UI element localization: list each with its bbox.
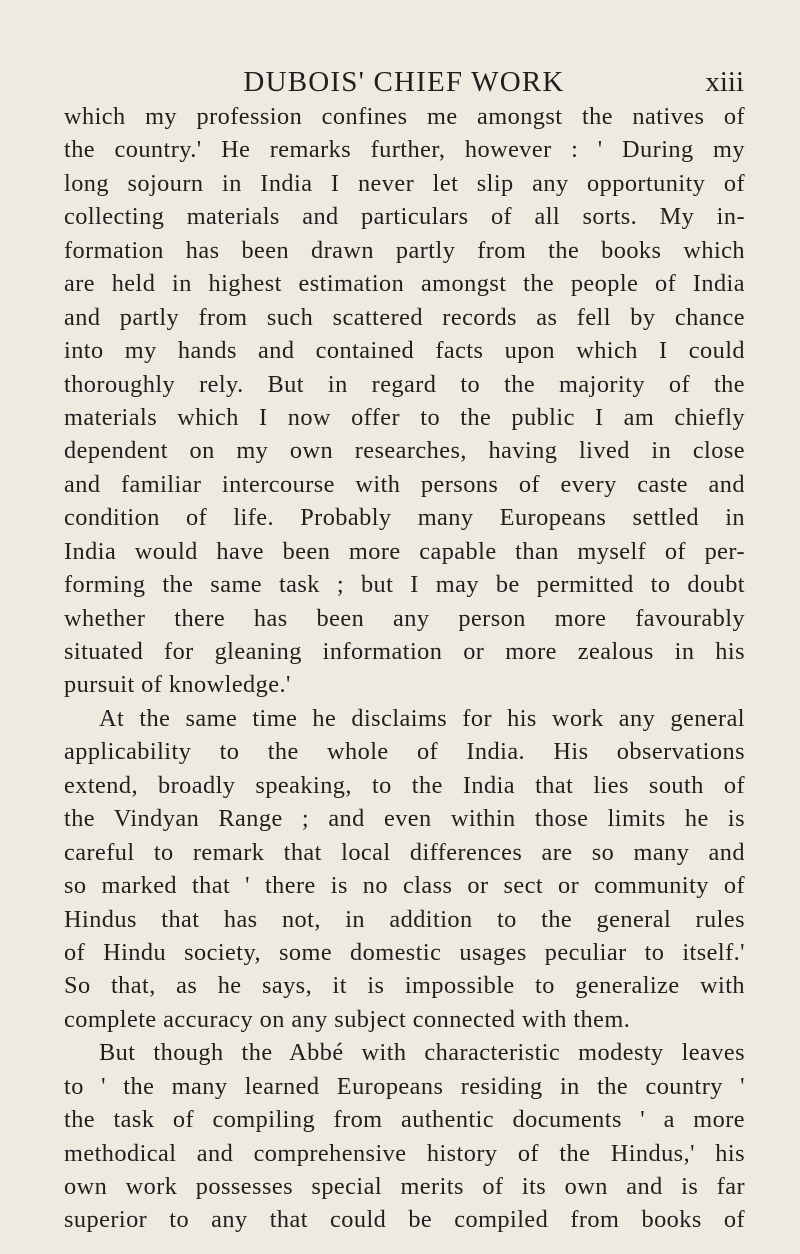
- text-line: India would have been more capable than myself of per-: [64, 537, 745, 565]
- page-number: xiii: [705, 66, 744, 98]
- text-line: own work possesses special merits of its own and is far: [64, 1173, 745, 1200]
- text-line: to ' the many learned Europeans residing in the country ': [64, 1072, 745, 1100]
- text-line: careful to remark that local differences are so many and: [64, 838, 745, 866]
- paragraph-end-line: pursuit of knowledge.': [64, 671, 291, 699]
- text-line: so marked that ' there is no class or sect or community of: [64, 872, 745, 900]
- running-title: DUBOIS' CHIEF WORK: [243, 66, 565, 98]
- body-text: [64, 100, 745, 1237]
- running-head: [64, 62, 744, 102]
- text-line: are held in highest estimation amongst the people of India: [64, 270, 745, 298]
- text-line: long sojourn in India I never let slip any opportunity of: [64, 169, 745, 197]
- text-line: superior to any that could be compiled from books of: [64, 1206, 745, 1234]
- text-line: applicability to the whole of India. His observations: [64, 738, 745, 766]
- paragraph-start-line: At the same time he disclaims for his work any general: [99, 704, 745, 732]
- paragraph-start-line: But though the Abbé with characteristic modesty leaves: [99, 1039, 745, 1067]
- text-line: of Hindu society, some domestic usages peculiar to itself.': [64, 938, 745, 966]
- text-line: collecting materials and particulars of all sorts. My in-: [64, 203, 745, 231]
- text-line: formation has been drawn partly from the books which: [64, 236, 745, 264]
- text-line: thoroughly rely. But in regard to the majority of the: [64, 370, 745, 398]
- text-line: condition of life. Probably many Europeans settled in: [64, 504, 745, 532]
- text-line: extend, broadly speaking, to the India that lies south of: [64, 771, 745, 799]
- text-line: which my profession confines me amongst the natives of: [64, 103, 745, 130]
- text-line: materials which I now offer to the public I am chiefly: [64, 403, 745, 431]
- text-line: and partly from such scattered records as fell by chance: [64, 303, 745, 331]
- text-line: the task of compiling from authentic documents ' a more: [64, 1106, 745, 1134]
- text-line: Hindus that has not, in addition to the general rules: [64, 905, 745, 933]
- text-line: the Vindyan Range ; and even within those limits he is: [64, 805, 745, 833]
- text-line: So that, as he says, it is impossible to generalize with: [64, 972, 745, 1000]
- text-line: dependent on my own researches, having lived in close: [64, 437, 745, 465]
- text-line: the country.' He remarks further, however : ' During my: [64, 136, 745, 164]
- text-line: whether there has been any person more favourably: [64, 604, 745, 632]
- paragraph-end-line: complete accuracy on any subject connected with them.: [64, 1005, 631, 1033]
- text-line: methodical and comprehensive history of the Hindus,' his: [64, 1139, 745, 1167]
- text-line: into my hands and contained facts upon which I could: [64, 337, 745, 365]
- text-line: and familiar intercourse with persons of every caste and: [64, 470, 745, 498]
- text-line: situated for gleaning information or more zealous in his: [64, 638, 745, 665]
- text-line: forming the same task ; but I may be permitted to doubt: [64, 571, 745, 599]
